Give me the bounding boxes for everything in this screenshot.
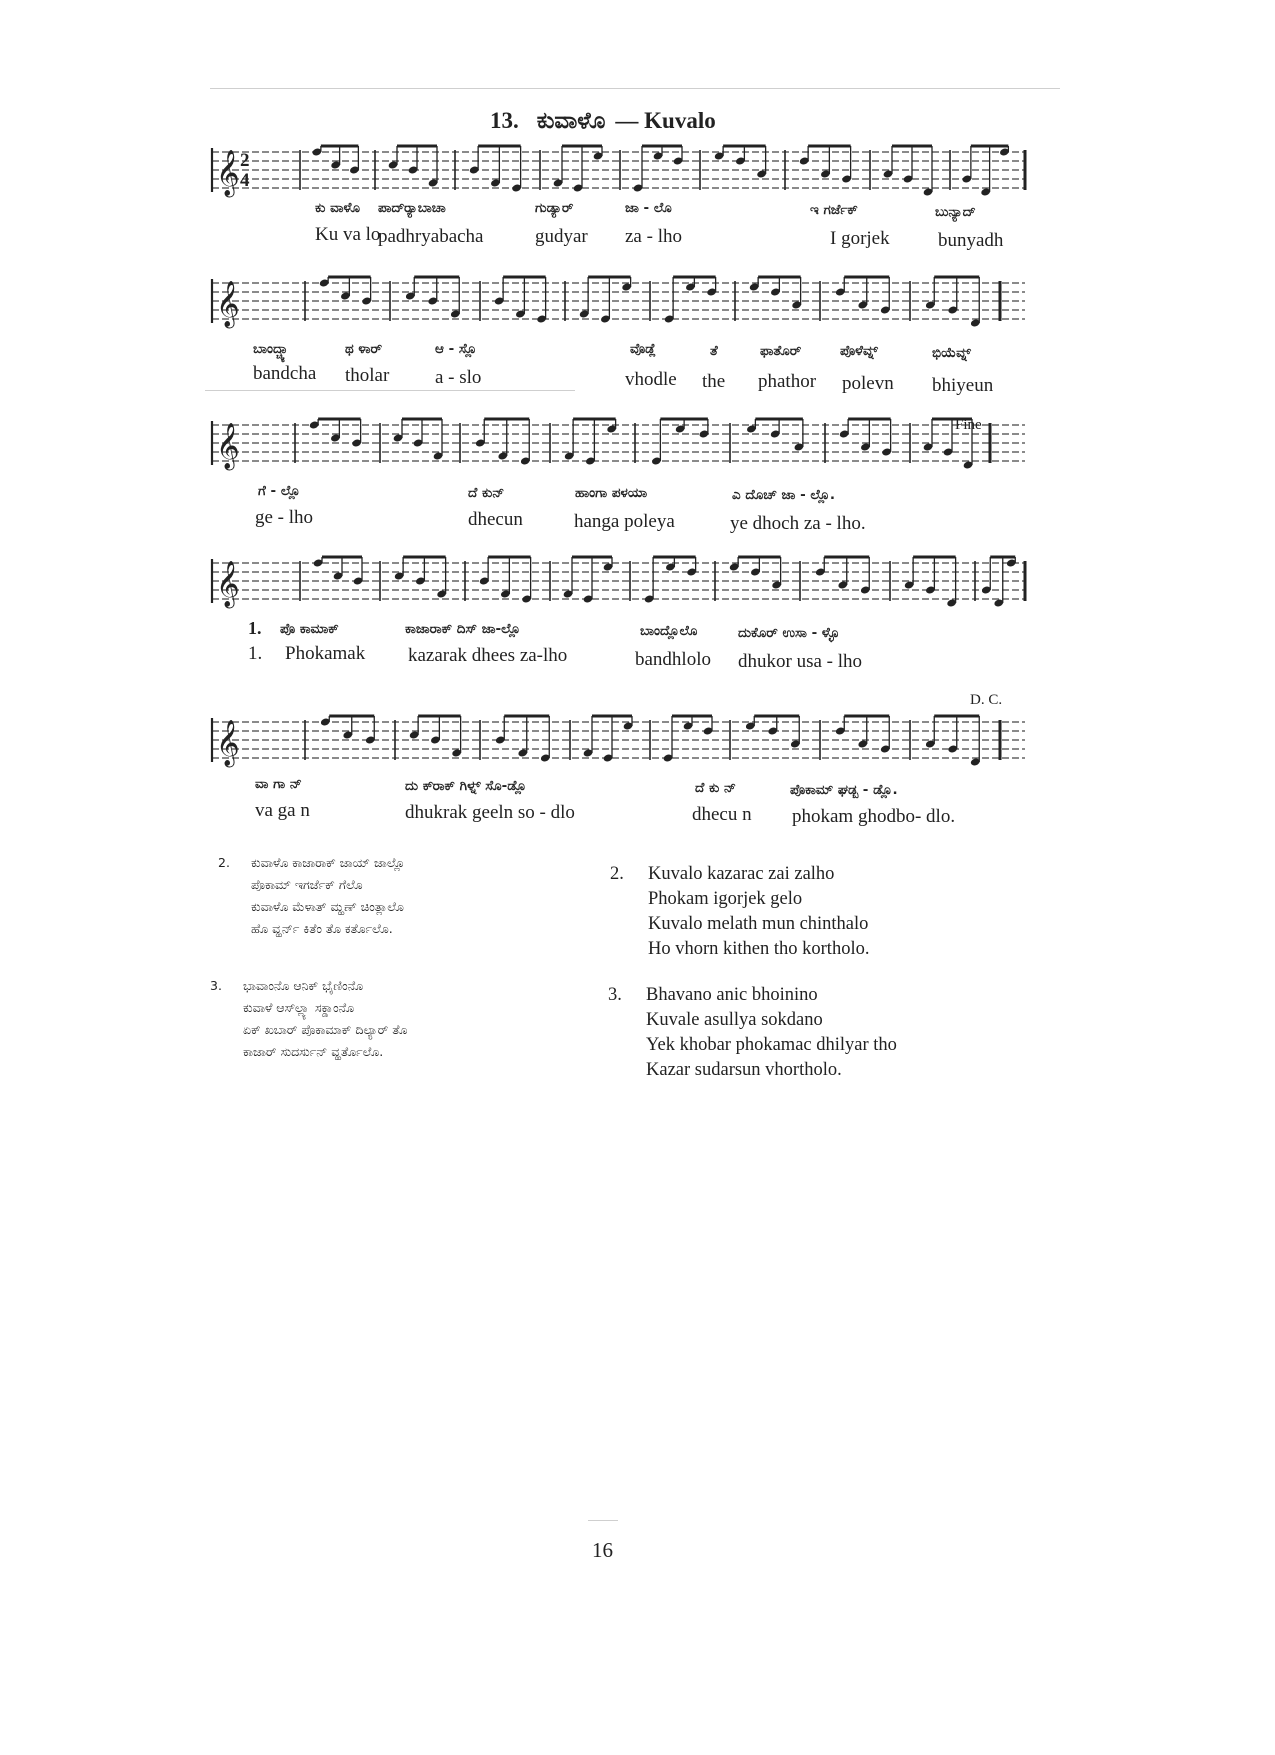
staff-3: [210, 415, 1030, 475]
lyric-latin: bandcha: [253, 363, 317, 384]
time-signature-top: 2: [240, 150, 250, 171]
lyric-latin: dhecu n: [692, 804, 752, 825]
lyric-kannada: ಆ - ಸ್ಲೊ: [435, 341, 477, 357]
music-system-5: [210, 692, 1030, 832]
lyric-latin: gudyar: [535, 226, 588, 247]
svg-text:𝄞: 𝄞: [216, 150, 240, 196]
lyric-kannada: ಕಾಜಾರಾಕ್ ದಿಸ್ ಜಾ-ಲ್ಲೊ: [405, 621, 521, 637]
staff-2: [210, 273, 1030, 333]
dc-mark: D. C.: [970, 692, 1003, 708]
lyric-latin: Phokamak: [285, 643, 366, 664]
lyric-kannada: ಜಾ - ಲೊ: [625, 200, 672, 216]
verse-line: ಕಾಜಾರ್ ಸುದರ್ಸುನ್ ವ್ಹರ್ತೊಲೊ.: [243, 1044, 384, 1059]
lyric-kannada: ಪೊ ಕಾಮಾಕ್: [280, 621, 339, 637]
svg-text:𝄞: 𝄞: [216, 720, 240, 766]
verse-number: 2.: [610, 864, 624, 884]
lyric-kannada: ಹಾಂಗಾ ಪಳಯಾ: [575, 485, 648, 501]
lyric-latin: bandhlolo: [635, 649, 711, 670]
time-signature: [210, 142, 270, 202]
lyric-latin: 1.: [248, 643, 263, 664]
footer-tick: [588, 1520, 618, 1521]
verse-line: Kuvalo kazarac zai zalho: [648, 864, 835, 884]
lyric-kannada: ಫಾತೊರ್: [760, 343, 802, 359]
lyric-latin: dhukor usa - lho: [738, 651, 863, 672]
verse-line: ಏಕ್ ಖಬಾರ್ ಪೊಕಾಮಾಕ್ ದಿಲ್ಯಾರ್ ತೊ: [243, 1022, 408, 1037]
lyric-kannada: ದೆ ಕು ನ್: [695, 780, 736, 796]
lyric-latin: Ku va lo: [315, 224, 381, 245]
staff-4: [210, 553, 1030, 613]
staff-1: [210, 142, 1030, 202]
verse-number: 3.: [210, 978, 222, 993]
song-title-kannada: ಕುವಾಳೊ: [536, 108, 606, 133]
verse-number: 3.: [608, 985, 622, 1005]
lyric-kannada: ಪೊಳೆವ್ನ್: [840, 343, 878, 359]
top-rule: [210, 88, 1060, 89]
lyric-kannada: ತೆ: [710, 343, 718, 359]
verse-line: Phokam igorjek gelo: [648, 889, 803, 909]
verse-line: Kazar sudarsun vhortholo.: [646, 1060, 842, 1080]
verse-line: Yek khobar phokamac dhilyar tho: [646, 1035, 897, 1055]
svg-text:𝄞: 𝄞: [216, 561, 240, 607]
verse-latin-3: [608, 983, 897, 1083]
page-number: 16: [592, 1538, 613, 1562]
song-title: [490, 108, 716, 134]
lyric-latin: I gorjek: [830, 228, 890, 249]
lyric-kannada: ಇ ಗರ್ಜೆಕ್: [810, 202, 858, 218]
verse-latin-2: [610, 862, 869, 962]
svg-text:𝄞: 𝄞: [216, 281, 240, 327]
lyric-kannada: ದೆ ಕುನ್: [468, 485, 505, 501]
verse-line: Ho vhorn kithen tho kortholo.: [648, 939, 870, 959]
verse-line: ಕುವಾಳೆ ಆಸ್‍ಲ್ಲ್ಯಾ ಸಕ್ಡಾಂನೊ: [243, 1000, 355, 1015]
verse-line: ಕುವಾಳೊ ಕಾಜಾರಾಕ್ ಜಾಯ್ ಜಾಲ್ಲೊ: [251, 855, 405, 870]
music-system-4: [210, 553, 1030, 673]
fine-mark: Fine: [955, 417, 982, 433]
lyric-latin: the: [702, 371, 726, 392]
lyric-latin: vhodle: [625, 369, 677, 390]
verse-kannada-2: [218, 852, 405, 940]
verse-line: ಕುವಾಳೊ ಮೆಳಾತ್ ಮ್ಹಣ್ ಚಿಂತ್ಲಾಲೊ: [251, 899, 404, 914]
verse-line: Kuvale asullya sokdano: [646, 1010, 823, 1030]
lyric-latin: kazarak dhees za-lho: [408, 645, 568, 666]
lyric-kannada: ಭಿಯೆವ್ನ್: [932, 345, 971, 361]
music-system-2: [210, 273, 1030, 396]
lyric-kannada: ಗುಡ್ಯಾರ್: [535, 200, 574, 216]
lyric-latin: padhryabacha: [378, 226, 484, 247]
lyric-kannada: ಗೆ - ಲ್ಲೊ: [258, 483, 301, 499]
lyric-latin: dhecun: [468, 509, 523, 530]
lyric-latin: tholar: [345, 365, 390, 386]
lyric-latin: a - slo: [435, 367, 482, 388]
lyric-kannada: ದು ಕ್‍ರಾಕ್ ಗಿಳ್ನ್ ಸೊ-ಡ್ಲೊ: [405, 778, 527, 794]
lyric-latin: bunyadh: [938, 230, 1004, 251]
verse-line: ಪೊಕಾಮ್ ಇಗರ್ಜೆಕ್ ಗೆಲೊ: [251, 877, 363, 892]
lyric-latin: bhiyeun: [932, 375, 994, 396]
verse-line: ಹೊ ವ್ಹರ್ನ್ ಕಿತೆಂ ತೊ ಕರ್ತೊಲೊ.: [251, 921, 393, 936]
lyric-kannada: ವಾ ಗಾ ನ್: [255, 776, 302, 792]
lyric-latin: ge - lho: [255, 507, 314, 528]
staff-5: [210, 712, 1030, 772]
lyric-latin: phathor: [758, 371, 817, 392]
lyric-latin: ye dhoch za - lho.: [730, 513, 866, 534]
lyric-latin: phokam ghodbo- dlo.: [792, 806, 956, 827]
lyric-kannada: ದುಕೊರ್ ಉಸಾ - ಳ್ಳೊ: [738, 625, 840, 641]
lyric-kannada: ಬಾಂದ್ಲೊಲೊ: [640, 623, 698, 639]
song-number: 13.: [490, 108, 519, 133]
verse-line: Bhavano anic bhoinino: [646, 985, 818, 1005]
lyric-latin: polevn: [842, 373, 894, 394]
song-title-latin: Kuvalo: [644, 108, 716, 133]
music-system-3: [210, 415, 1030, 535]
verse-kannada-3: [210, 975, 407, 1063]
lyric-kannada: ಬುನ್ಯಾದ್: [935, 204, 976, 220]
lyric-kannada: ಪಾದ್‍ರ್ಯಾಬಾಚಾ: [378, 200, 446, 216]
lyric-kannada: 1.: [248, 618, 262, 638]
verse-line: ಭಾವಾಂನೊ ಆನಿಕ್ ಭೈಣಿಂನೊ: [243, 978, 364, 993]
svg-text:𝄞: 𝄞: [216, 423, 240, 469]
lyric-latin: hanga poleya: [574, 511, 675, 532]
lyric-kannada: ಬಾಂದ್ಚ್ಯಾ: [253, 341, 291, 357]
music-system-1: [210, 142, 1030, 262]
time-signature-bottom: 4: [240, 170, 250, 191]
lyric-kannada: ವೊಡ್ಲೆ: [630, 341, 656, 357]
lyric-kannada: ಕು ವಾಳೊ: [315, 200, 360, 216]
lyric-kannada: ಎ ದೊಚ್ ಜಾ - ಲ್ಲೊ.: [732, 487, 836, 503]
verse-number: 2.: [218, 855, 230, 870]
verse-line: Kuvalo melath mun chinthalo: [648, 914, 869, 934]
lyric-kannada: ಪೊಕಾಮ್ ಘಡ್ಬ - ಡ್ಲೊ.: [790, 782, 898, 798]
mid-rule: [205, 390, 575, 391]
lyric-latin: za - lho: [625, 226, 682, 247]
song-title-dash: —: [615, 108, 639, 133]
lyric-latin: va ga n: [255, 800, 310, 821]
lyric-kannada: ಥ ಳಾರ್: [345, 341, 383, 357]
lyric-latin: dhukrak geeln so - dlo: [405, 802, 575, 823]
